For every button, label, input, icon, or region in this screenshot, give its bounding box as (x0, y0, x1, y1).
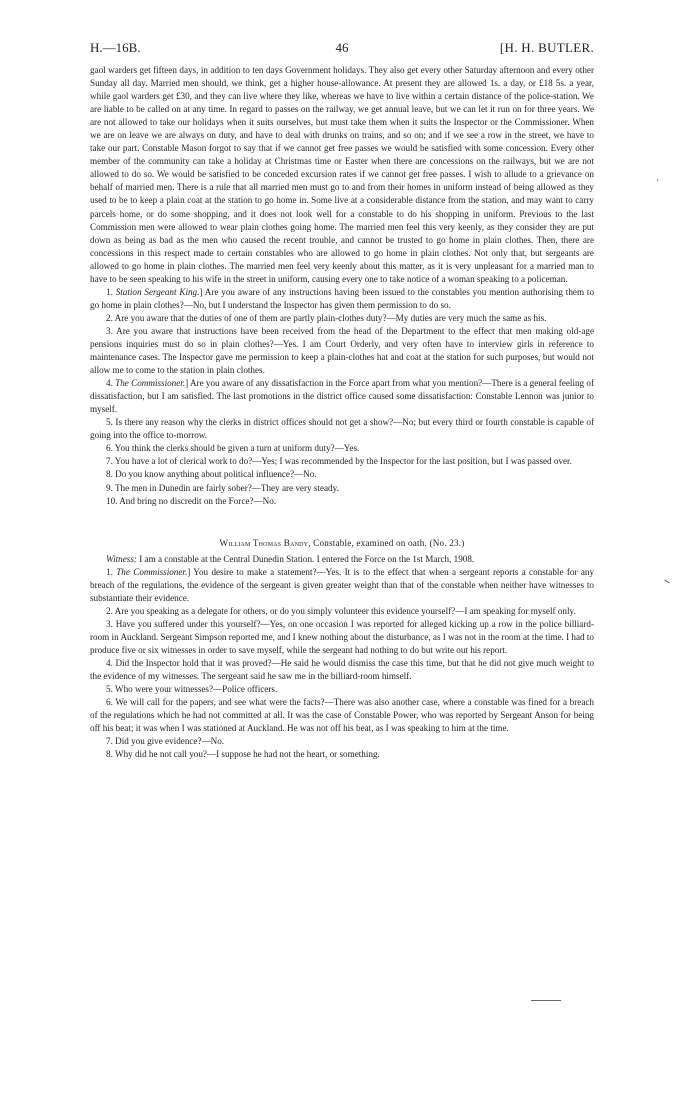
question-7: 7. You have a lot of clerical work to do?—Yes; I was recommended by the Inspector for the last position, but I was passed over. (106, 456, 572, 467)
document-reference: H.—16B. (90, 40, 141, 55)
question-10: 10. And bring no discredit on the Force?—No. (106, 495, 277, 506)
witness-question-2: 2. Are you speaking as a delegate for others, or do you simply volunteer this evidence yourself?—I am speaking for myself only. (106, 605, 576, 616)
question-5: 5. Is there any reason why the clerks in district offices should not get a show?—No; but every third or fourth constable is capable of going into the office to-morrow. (90, 417, 595, 441)
continued-paragraph: gaol warders get fifteen days, in addition to ten days Government holidays. They also get every other Saturday afternoon and every other Sunday all day. Married men should, we think, get a higher house-allowance. At present they are allowed 1s. a day, or £18 5s. a year, while gaol warders get £30, and they can live where they like, whereas we have to live within a certain distance of the police-station. We are liable to be called on at any time. In regard to passes on the railway, we get annual leave, but we can let it run on for three years. We are not allowed to take our holidays when it suits ourselves, but must take them when it suits the Inspector or the Commissioner. When we are on leave we are always on duty, and have to deal with drunks on trains, and so on; and if we see a row in the street, we have to take our part. Constable Mason forgot to say that if we cannot get free passes we would be satisfied with some concession. Every other member of the community can take a holiday at Christmas time or Easter when there are concessions on the railways, but we are not allowed to do so. We would be satisfied to be conceded excursion rates if we cannot get free passes. I wish to allude to a grievance on behalf of married men. There is a rule that all married men must go to and from their homes in uniform instead of being allowed as they used to be to keep a plain coat at the station to go home in. Some live at a considerable distance from the station, and may want to carry parcels home, or do some shopping, and it does not look well for a constable to do his shopping in uniform. Previous to the last Commission men were allowed to wear plain clothes going home. The married men feel this very keenly, as they consider they are put down as being as bad as the men who caused the recent trouble, and cannot be trusted to go home in plain clothes. Then, there are concessions in this respect made to certain constables who are allowed to go home in plain clothes. Not only that, but sergeants are allowed to go home in plain clothes. The married men feel very keenly about this matter, as it is very unpleasant for a married man to have to be seen speaking to his wife in the street in uniform, causing every one to take notice of a woman speaking to a policeman. (90, 65, 594, 284)
witness-question-1: 1. The Commissioner.] You desire to make a statement?—Yes. It is to the effect that when a sergeant reports a constable for any breach of the regulations, the evidence of the sergeant is given greater weight than that of the constable when neither have witnesses to substantiate their evidence. (90, 566, 595, 603)
witness-name: William Thomas Bandy (219, 537, 309, 548)
witness-heading: William Thomas Bandy, Constable, examined on oath. (No. 23.) (219, 537, 465, 548)
page-number: 46 (335, 40, 349, 55)
witness-question-4: 4. Did the Inspector hold that it was proved?—He said he would dismiss the case this time, but that he did not give much weight to the evidence of my witnesses. The sergeant said he saw me in the billiard-room himself. (90, 658, 595, 682)
question-8: 8. Do you know anything about political influence?—No. (106, 469, 317, 480)
page-header (90, 38, 594, 58)
question-2: 2. Are you aware that the duties of one of them are partly plain-clothes duty?—My duties are very much the same as his. (106, 312, 547, 323)
end-rule (531, 1000, 561, 1001)
witness-question-6: 6. We will call for the papers, and see what were the facts?—There was also another case, where a constable was fined for a breach of the regulations which he had not committed at all. It was the case of Constable Power, who was reported by Sergeant Anson for being off his beat; it was when I was stationed at Auckland. He was not off his beat, as I was speaking to him at the time. (90, 697, 594, 734)
question-6: 6. You think the clerks should be given a turn at uniform duty?—Yes. (106, 443, 360, 454)
witness-question-5: 5. Who were your witnesses?—Police officers. (106, 684, 278, 695)
question-9: 9. The men in Dunedin are fairly sober?—They are very steady. (106, 482, 339, 493)
witness-intro: Witness: I am a constable at the Central Dunedin Station. I entered the Force on the 1st March, 1908. (106, 553, 475, 564)
question-3: 3. Are you aware that instructions have been received from the head of the Department to the effect that men making old-age pensions inquiries must do so in plain clothes?—Yes. I am Court Orderly, and very often have to interview girls in reference to maintenance cases. The Inspector gave me permission to keep a plain-clothes hat and coat at the station for such purposes, but would not allow me to come to the station in plain clothes. (90, 325, 594, 376)
question-1: 1. Station Sergeant King.] Are you aware of any instructions having been issued to the constables you mention authorising them to go home in plain clothes?—No, but I understand the Inspector has given them permission to do so. (90, 286, 595, 310)
question-4: 4. The Commissioner.] Are you aware of any dissatisfaction in the Force apart from what you mention?—There is a general feeling of dissatisfaction, but I am satisfied. The last promotions in the district office caused some dissatisfaction: Constable Lennon was junior to myself. (90, 378, 594, 415)
witness-running-head: [H. H. BUTLER. (499, 40, 594, 55)
document-body (90, 64, 594, 761)
witness-question-7: 7. Did you give evidence?—No. (106, 736, 225, 747)
witness-question-3: 3. Have you suffered under this yourself?—Yes, on one occasion I was reported for alleged kicking up a row in the police billiard-room in Auckland. Sergeant Simpson reported me, and I knew nothing about the disturbance, as I was not in the room at the time. I had to produce five or six witnesses in order to save myself, while the sergeant had nothing to do but write out his report. (90, 618, 594, 655)
witness-question-8: 8. Why did he not call you?—I suppose he had not the heart, or something. (106, 749, 380, 760)
margin-mark: ʳ (657, 176, 659, 186)
